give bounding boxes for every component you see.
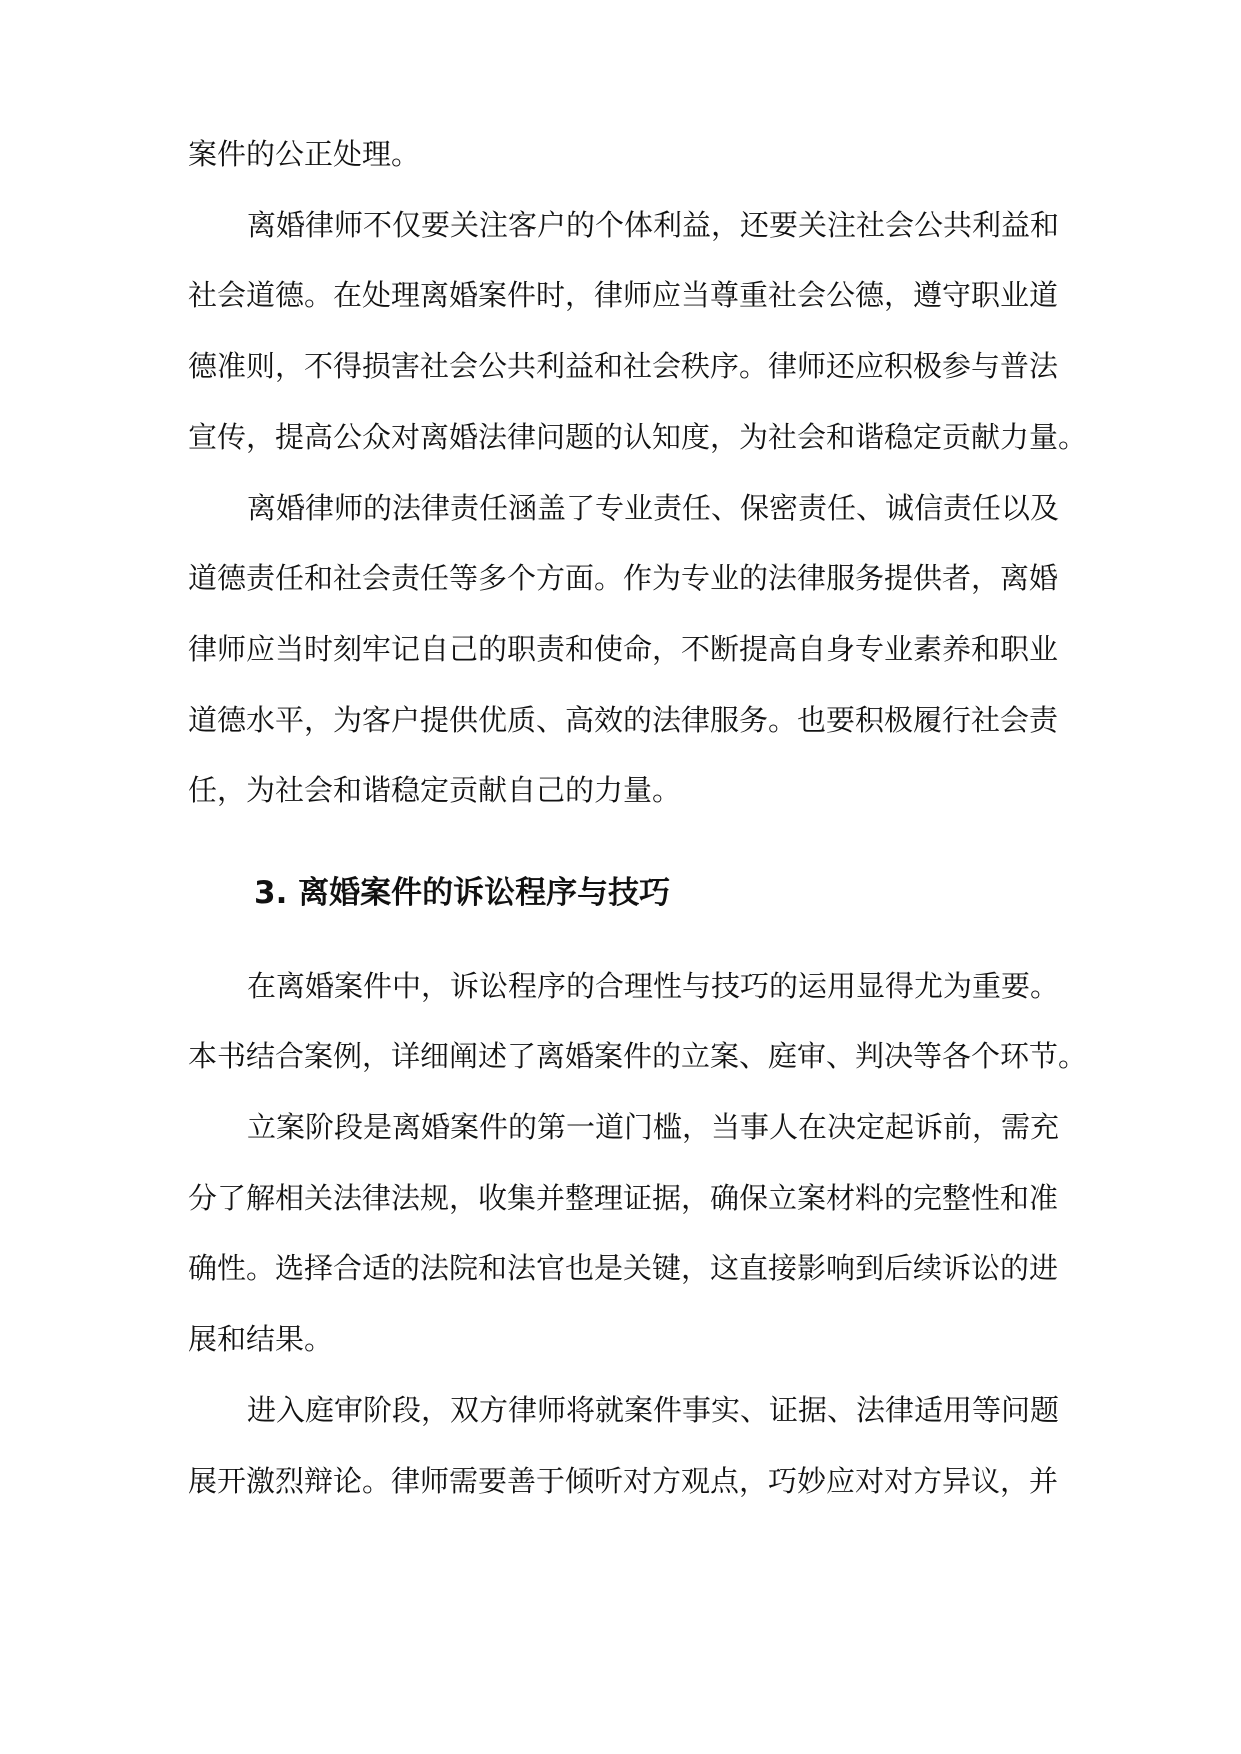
paragraph-first-line: 离婚律师的法律责任涵盖了专业责任、保密责任、诚信责任以及 [247,491,1060,525]
paragraph-first-line: 进入庭审阶段，双方律师将就案件事实、证据、法律适用等问题 [247,1393,1060,1427]
paragraph-first-line: 立案阶段是离婚案件的第一道门槛，当事人在决定起诉前，需充 [247,1110,1060,1144]
body-line: 展开激烈辩论。律师需要善于倾听对方观点，巧妙应对对方异议，并 [188,1464,1059,1498]
body-line: 道德责任和社会责任等多个方面。作为专业的法律服务提供者，离婚 [188,561,1059,595]
body-line: 分了解相关法律法规，收集并整理证据，确保立案材料的完整性和准 [188,1181,1059,1215]
paragraph-first-line: 离婚律师不仅要关注客户的个体利益，还要关注社会公共利益和 [247,208,1060,242]
body-line: 展和结果。 [188,1322,334,1356]
body-line: 社会道德。在处理离婚案件时，律师应当尊重社会公德，遵守职业道 [188,278,1059,312]
body-line: 本书结合案例，详细阐述了离婚案件的立案、庭审、判决等各个环节。 [188,1039,1088,1073]
body-line: 案件的公正处理。 [188,137,421,171]
body-line: 任，为社会和谐稳定贡献自己的力量。 [188,773,682,807]
paragraph-first-line: 在离婚案件中，诉讼程序的合理性与技巧的运用显得尤为重要。 [247,969,1060,1003]
body-line: 德准则，不得损害社会公共利益和社会秩序。律师还应积极参与普法 [188,349,1059,383]
body-line: 道德水平，为客户提供优质、高效的法律服务。也要积极履行社会责 [188,703,1059,737]
section-heading: 3. 离婚案件的诉讼程序与技巧 [254,875,671,911]
body-line: 宣传，提高公众对离婚法律问题的认知度，为社会和谐稳定贡献力量。 [188,420,1088,454]
body-line: 确性。选择合适的法院和法官也是关键，这直接影响到后续诉讼的进 [188,1251,1059,1285]
body-line: 律师应当时刻牢记自己的职责和使命，不断提高自身专业素养和职业 [188,632,1059,666]
